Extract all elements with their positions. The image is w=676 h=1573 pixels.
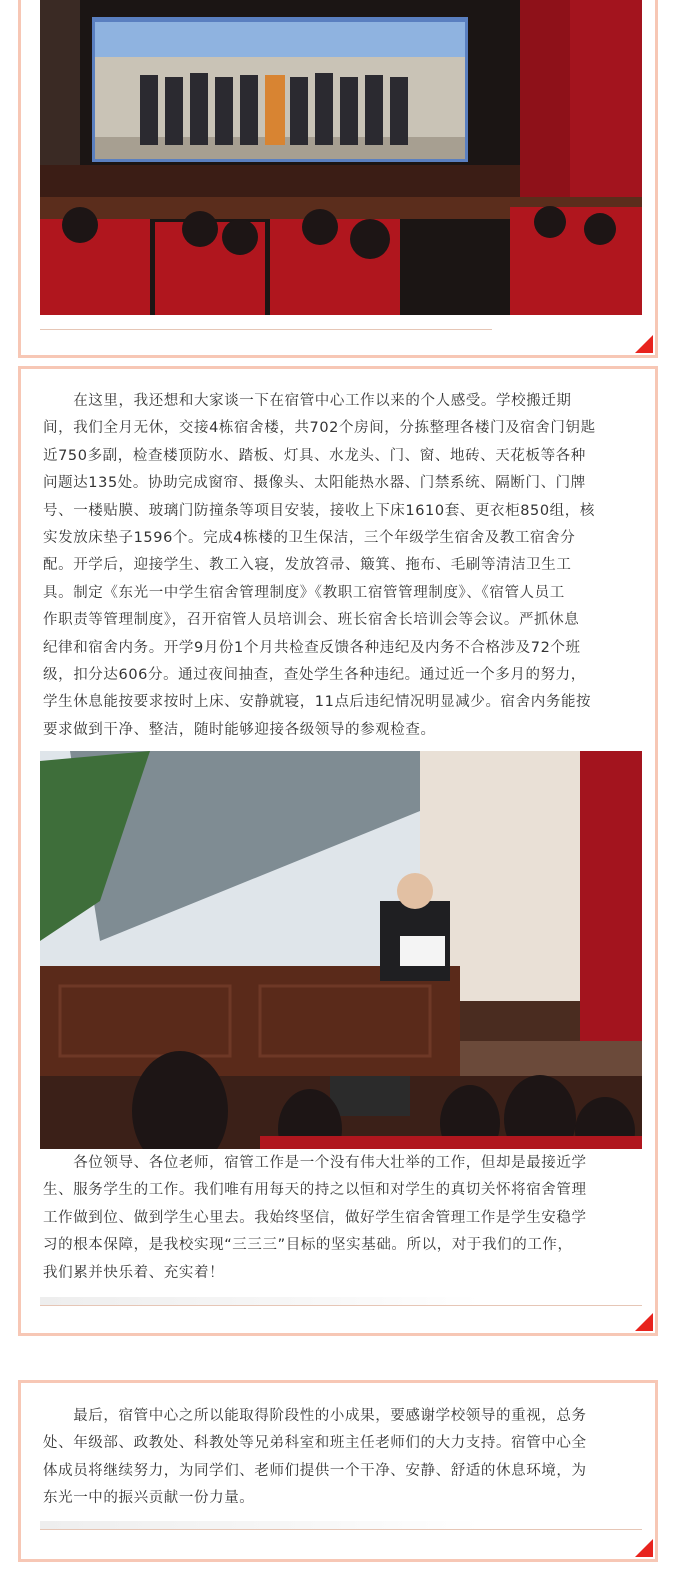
text-card-2 [18,366,658,1336]
text-line: 纪律和宿舍内务。开学9月份1个月共检查反馈各种违纪及内务不合格涉及72个班 [43,639,581,656]
paragraph-work-summary [43,388,641,744]
corner-triangle [635,335,653,353]
text-card-3 [18,1380,658,1562]
text-line: 学生休息能按要求按时上床、安静就寝，11点后违纪情况明显减少。宿舍内务能按 [43,694,592,711]
paragraph-thanks [43,1403,641,1513]
speaker-photo [40,751,642,1149]
caption-divider [40,1305,642,1306]
text-line: 习的根本保障，是我校实现“三三三”目标的坚实基础。所以，对于我们的工作， [43,1237,573,1254]
auditorium-photo-screen [40,0,642,315]
text-line: 配。开学后，迎接学生、教工入寝，发放笤帚、簸箕、拖布、毛刷等清洁卫生工 [43,557,572,574]
text-line: 工作做到位、做到学生心里去。我始终坚信，做好学生宿舍管理工作是学生安稳学 [43,1209,587,1226]
text-line: 体成员将继续努力，为同学们、老师们提供一个干净、安静、舒适的休息环境，为 [43,1462,587,1479]
text-line: 号、一楼贴膜、玻璃门防撞条等项目安装，接收上下床1610套、更衣柜850组，核 [43,502,595,519]
paragraph-closing-thoughts [43,1150,641,1287]
text-line: 间，我们全月无休，交接4栋宿舍楼，共702个房间，分拣整理各楼门及宿舍门钥匙 [43,420,596,437]
text-line: 近750多副，检查楼顶防水、踏板、灯具、水龙头、门、窗、地砖、天花板等各种 [43,447,586,464]
text-line: 问题达135处。协助完成窗帘、摄像头、太阳能热水器、门禁系统、隔断门、门牌 [43,475,586,492]
text-line: 要求做到干净、整洁，随时能够迎接各级领导的参观检查。 [43,721,436,738]
text-line: 具。制定《东光一中学生宿舍管理制度》《教职工宿管管理制度》、《宿管人员工 [43,584,565,601]
text-line: 最后，宿管中心之所以能取得阶段性的小成果，要感谢学校领导的重视，总务 [43,1408,587,1424]
text-line: 级，扣分达606分。通过夜间抽查，查处学生各种违纪。通过近一个多月的努力， [43,667,586,684]
caption-divider [40,329,492,330]
text-line: 生、服务学生的工作。我们唯有用每天的持之以恒和对学生的真切关怀将宿舍管理 [43,1182,587,1199]
text-line: 东光一中的振兴贡献一份力量。 [43,1490,255,1507]
corner-triangle [635,1313,653,1331]
gradient-bar [40,1521,480,1529]
caption-divider [40,1529,642,1530]
text-line: 处、年级部、政教处、科教处等兄弟科室和班主任老师们的大力支持。宿管中心全 [43,1435,587,1452]
photo-card-1 [18,0,658,358]
auditorium-illustration [40,0,642,315]
text-line: 在这里，我还想和大家谈一下在宿管中心工作以来的个人感受。学校搬迁期 [43,393,572,409]
text-line: 作职责等管理制度》，召开宿管人员培训会、班长宿舍长培训会等会议。严抓休息 [43,612,580,629]
speaker-illustration [40,751,642,1149]
corner-triangle [635,1539,653,1557]
text-line: 实发放床垫子1596个。完成4栋楼的卫生保洁，三个年级学生宿舍及教工宿舍分 [43,530,576,547]
text-line: 我们累并快乐着、充实着！ [43,1264,225,1281]
text-line: 各位领导、各位老师，宿管工作是一个没有伟大壮举的工作，但却是最接近学 [43,1155,587,1171]
gradient-bar [40,1297,480,1305]
